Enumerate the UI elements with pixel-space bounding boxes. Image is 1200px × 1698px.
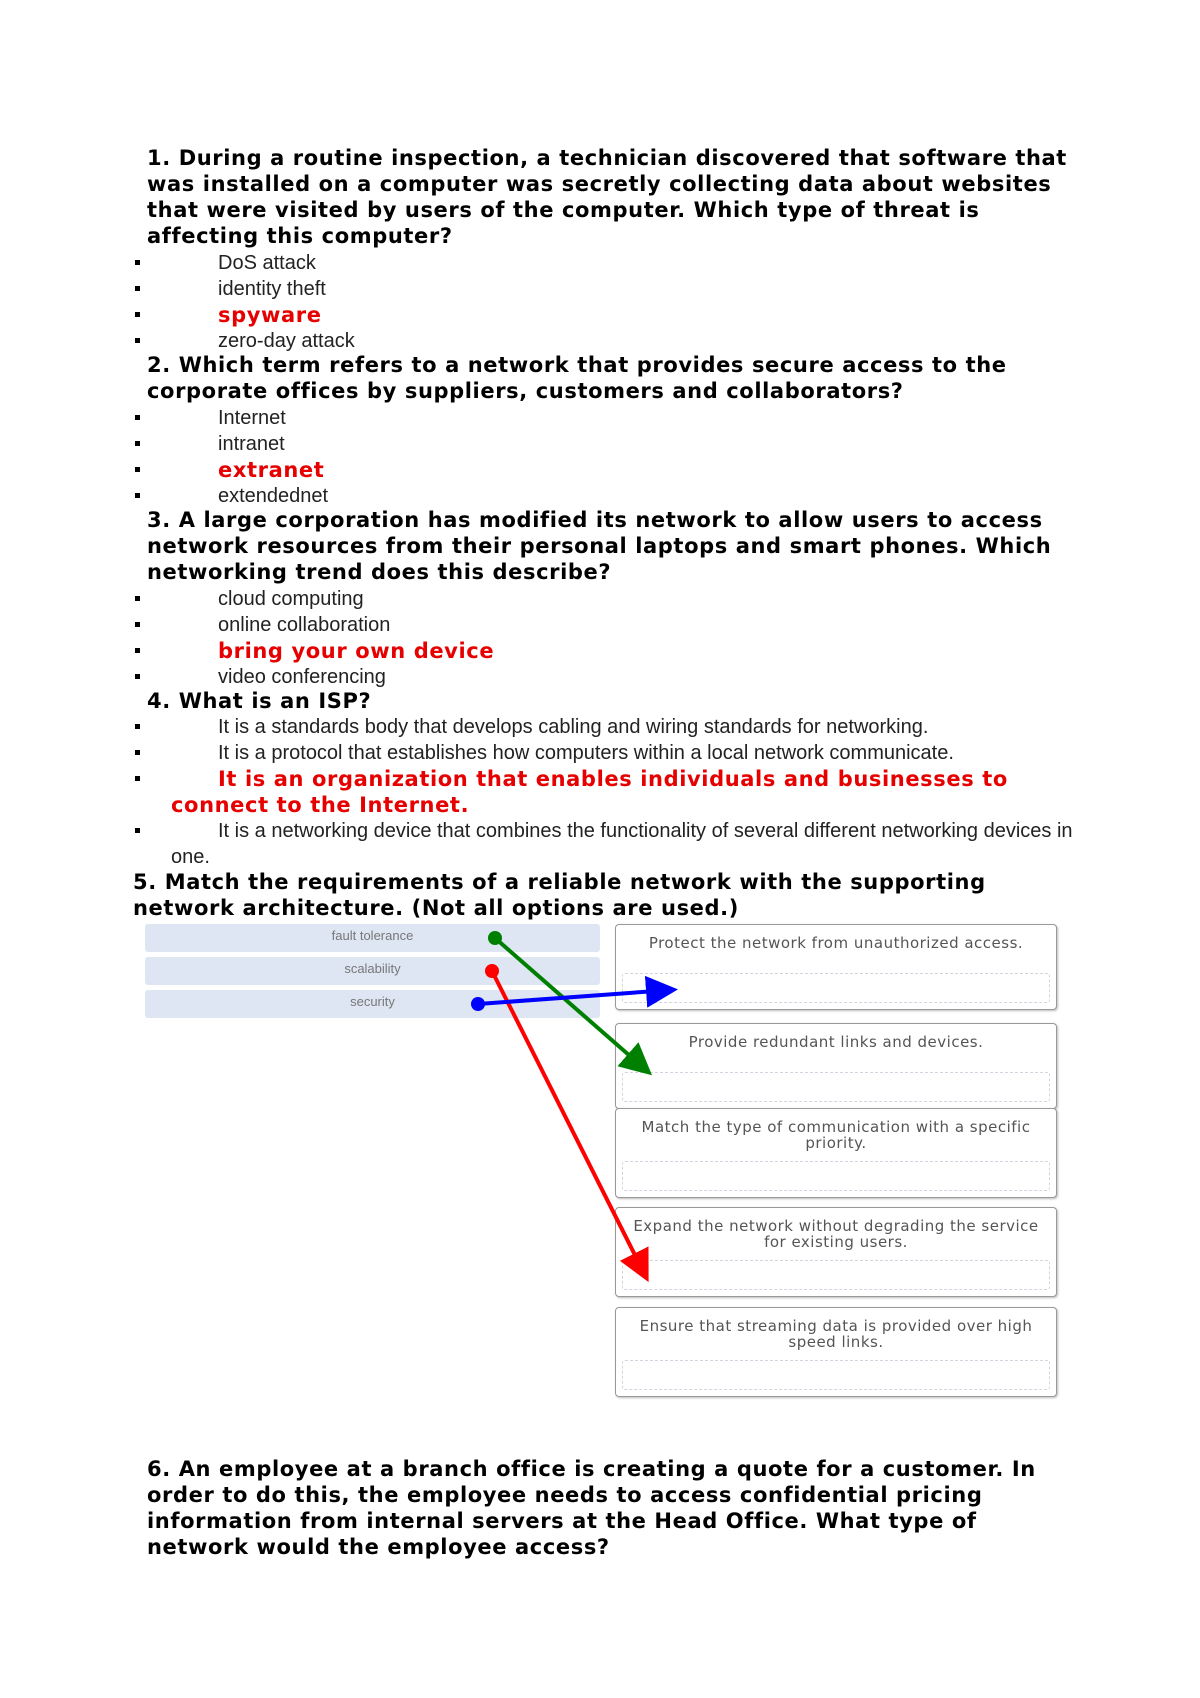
option[interactable]: It is a networking device that combines the functionality of several different networking devices in one. [0, 818, 1100, 870]
bullet-icon [135, 467, 140, 472]
bullet-icon [135, 286, 140, 291]
option-correct[interactable]: bring your own device [0, 638, 1100, 664]
option-correct[interactable]: It is an organization that enables individuals and businesses to connect to the Internet. [0, 766, 1100, 818]
bullet-icon [135, 415, 140, 420]
option-correct[interactable]: spyware [0, 302, 1100, 328]
target-label: Provide redundant links and devices. [688, 1033, 984, 1051]
arrow-start-dot [488, 931, 502, 945]
question-6: 6. An employee at a branch office is creating a quote for a customer. In order to do this, the employee needs to access confidential pricing information from internal servers at the Head Office. What type of network would the employee access? [147, 1457, 1036, 1559]
bullet-icon [135, 312, 140, 317]
question-4-options [0, 714, 1100, 870]
option[interactable]: online collaboration [0, 612, 1100, 638]
option[interactable]: extendednet [0, 483, 1100, 509]
question-5: 5. Match the requirements of a reliable network with the supporting network architecture. (Not all options are used.) [133, 870, 986, 920]
question-3: 3. A large corporation has modified its network to allow users to access network resources from their personal laptops and smart phones. Which networking trend does this describe? [147, 508, 1052, 584]
bullet-icon [135, 724, 140, 729]
arrow-start-dot [471, 997, 485, 1011]
option[interactable]: Internet [0, 405, 1100, 431]
arrow-scalability [492, 971, 645, 1275]
bullet-icon [135, 674, 140, 679]
arrow-start-dot [485, 964, 499, 978]
bullet-icon [135, 493, 140, 498]
question-4: 4. What is an ISP? [147, 689, 372, 713]
drag-item-scalability[interactable]: scalability [145, 957, 600, 985]
bullet-icon [135, 596, 140, 601]
question-2-options [0, 405, 1100, 509]
option[interactable]: identity theft [0, 276, 1100, 302]
option[interactable]: video conferencing [0, 664, 1100, 690]
bullet-icon [135, 648, 140, 653]
option[interactable]: It is a protocol that establishes how computers within a local network communicate. [0, 740, 1100, 766]
target-label: Expand the network without degrading the service for existing users. [633, 1217, 1039, 1251]
question-3-options [0, 586, 1100, 690]
target-label: Protect the network from unauthorized access. [648, 934, 1024, 952]
bullet-icon [135, 622, 140, 627]
bullet-icon [135, 828, 140, 833]
bullet-icon [135, 441, 140, 446]
target-label: Ensure that streaming data is provided over high speed links. [639, 1317, 1033, 1351]
option[interactable]: intranet [0, 431, 1100, 457]
drag-item-security[interactable]: security [145, 990, 600, 1018]
option[interactable]: It is a standards body that develops cabling and wiring standards for networking. [0, 714, 1100, 740]
question-1-options [0, 250, 1100, 354]
option[interactable]: cloud computing [0, 586, 1100, 612]
bullet-icon [135, 338, 140, 343]
bullet-icon [135, 260, 140, 265]
option-correct[interactable]: extranet [0, 457, 1100, 483]
matching-figure [140, 920, 1060, 1400]
bullet-icon [135, 750, 140, 755]
option[interactable]: zero-day attack [0, 328, 1100, 354]
bullet-icon [135, 776, 140, 781]
question-1: 1. During a routine inspection, a technician discovered that software that was installed on a computer was secretly collecting data about websites that were visited by users of the computer. Which type of threat is affecting this computer? [147, 146, 1067, 248]
question-2: 2. Which term refers to a network that provides secure access to the corporate offices by suppliers, customers and collaborators? [147, 353, 1007, 403]
answer-arrows [140, 920, 1060, 1400]
option[interactable]: DoS attack [0, 250, 1100, 276]
arrow-fault-tolerance [495, 938, 646, 1070]
drag-item-fault-tolerance[interactable]: fault tolerance [145, 924, 600, 952]
target-label: Match the type of communication with a specific priority. [641, 1118, 1031, 1152]
